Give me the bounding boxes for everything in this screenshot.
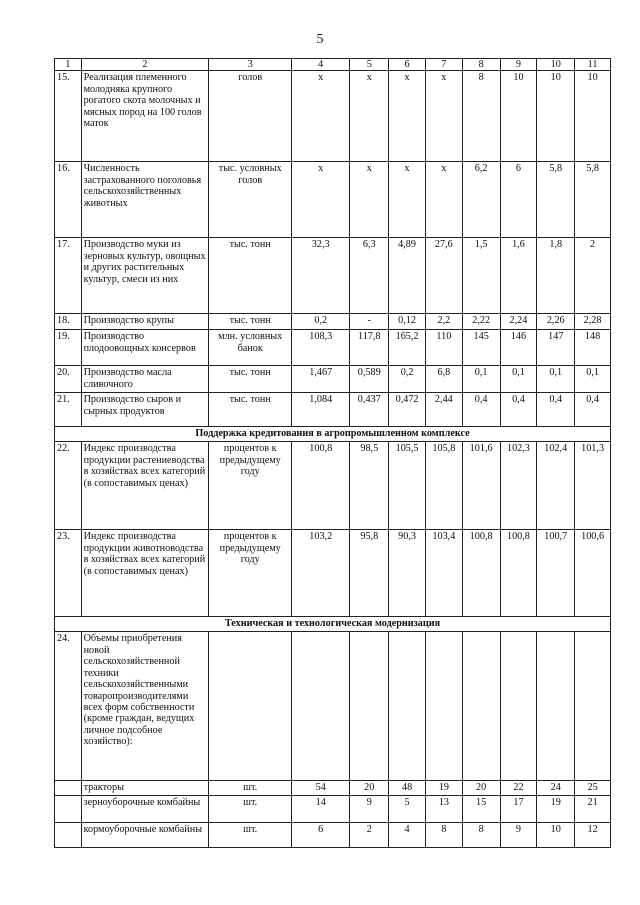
column-number-header: 5 [350, 59, 389, 71]
row-number [55, 822, 82, 847]
value-cell: 2,24 [500, 314, 537, 330]
value-cell: 5 [389, 795, 426, 822]
row-number: 22. [55, 442, 82, 530]
value-cell: 21 [575, 795, 611, 822]
value-cell: 2,22 [462, 314, 500, 330]
table-row [55, 314, 611, 330]
value-cell: 2,2 [425, 314, 462, 330]
value-cell: 5,8 [537, 162, 575, 238]
value-cell: 48 [389, 781, 426, 795]
value-cell: 2,28 [575, 314, 611, 330]
value-cell: x [389, 71, 426, 162]
value-cell: 9 [350, 795, 389, 822]
value-cell: 146 [500, 330, 537, 366]
indicator-name: Объемы приобретения новой сельскохозяйственной техники сельскохозяйственными товаропроизводителями всех форм собственности (кроме граждан, ведущих личное подсобное хозяйство): [81, 632, 209, 781]
value-cell: 148 [575, 330, 611, 366]
indicator-name: Индекс производства продукции растениеводства в хозяйствах всех категорий (в сопоставимых ценах) [81, 442, 209, 530]
value-cell: 20 [462, 781, 500, 795]
value-cell: 2 [350, 822, 389, 847]
unit-cell: млн. условных банок [209, 330, 292, 366]
value-cell: 0,1 [500, 366, 537, 393]
value-cell: 1,467 [292, 366, 350, 393]
value-cell: 6,2 [462, 162, 500, 238]
value-cell: 100,8 [462, 530, 500, 617]
value-cell: 0,1 [462, 366, 500, 393]
value-cell: 117,8 [350, 330, 389, 366]
value-cell: 1,5 [462, 238, 500, 314]
value-cell [500, 632, 537, 781]
value-cell: x [425, 71, 462, 162]
value-cell: 32,3 [292, 238, 350, 314]
unit-cell: шт. [209, 795, 292, 822]
row-number: 19. [55, 330, 82, 366]
table-row [55, 530, 611, 617]
unit-cell: тыс. тонн [209, 393, 292, 427]
row-number: 23. [55, 530, 82, 617]
value-cell: 19 [537, 795, 575, 822]
value-cell: 98,5 [350, 442, 389, 530]
value-cell: x [292, 71, 350, 162]
column-number-header: 11 [575, 59, 611, 71]
section-header-row [55, 427, 611, 442]
row-number: 15. [55, 71, 82, 162]
column-number-header: 6 [389, 59, 426, 71]
column-number-header: 9 [500, 59, 537, 71]
indicator-name: Индекс производства продукции животноводства в хозяйствах всех категорий (в сопоставимых ценах) [81, 530, 209, 617]
value-cell: 10 [500, 71, 537, 162]
indicator-name: Реализация племенного молодняка крупного рогатого скота молочных и мясных пород на 100 голов маток [81, 71, 209, 162]
column-number-header: 1 [55, 59, 82, 71]
value-cell: 27,6 [425, 238, 462, 314]
unit-cell: голов [209, 71, 292, 162]
column-number-header: 8 [462, 59, 500, 71]
value-cell: 8 [425, 822, 462, 847]
value-cell: 102,3 [500, 442, 537, 530]
value-cell: 15 [462, 795, 500, 822]
value-cell: 6,8 [425, 366, 462, 393]
value-cell: 0,437 [350, 393, 389, 427]
unit-cell: тыс. условных голов [209, 162, 292, 238]
value-cell: 54 [292, 781, 350, 795]
value-cell [292, 632, 350, 781]
value-cell: 12 [575, 822, 611, 847]
value-cell: 2,26 [537, 314, 575, 330]
value-cell: 0,4 [462, 393, 500, 427]
table-body [55, 59, 611, 848]
value-cell [575, 632, 611, 781]
value-cell: 100,6 [575, 530, 611, 617]
unit-cell: тыс. тонн [209, 366, 292, 393]
value-cell: 1,8 [537, 238, 575, 314]
value-cell: 103,2 [292, 530, 350, 617]
value-cell: 100,8 [292, 442, 350, 530]
value-cell: 165,2 [389, 330, 426, 366]
value-cell [425, 632, 462, 781]
indicator-name: зерноуборочные комбайны [81, 795, 209, 822]
value-cell: 0,472 [389, 393, 426, 427]
indicator-name: Производство плодоовощных консервов [81, 330, 209, 366]
column-number-header: 4 [292, 59, 350, 71]
value-cell: 101,3 [575, 442, 611, 530]
unit-cell: тыс. тонн [209, 314, 292, 330]
table-row [55, 822, 611, 847]
value-cell: 14 [292, 795, 350, 822]
row-number: 16. [55, 162, 82, 238]
value-cell: 95,8 [350, 530, 389, 617]
value-cell: 19 [425, 781, 462, 795]
value-cell: 108,3 [292, 330, 350, 366]
value-cell: 0,2 [389, 366, 426, 393]
value-cell: 25 [575, 781, 611, 795]
table-row [55, 238, 611, 314]
unit-cell: процентов к предыдущему году [209, 442, 292, 530]
value-cell: 1,084 [292, 393, 350, 427]
unit-cell: процентов к предыдущему году [209, 530, 292, 617]
value-cell: 0,2 [292, 314, 350, 330]
value-cell: 105,5 [389, 442, 426, 530]
value-cell: 100,7 [537, 530, 575, 617]
value-cell: 101,6 [462, 442, 500, 530]
column-number-header: 3 [209, 59, 292, 71]
value-cell: 24 [537, 781, 575, 795]
value-cell: 5,8 [575, 162, 611, 238]
value-cell: 110 [425, 330, 462, 366]
value-cell: 10 [537, 822, 575, 847]
value-cell: 8 [462, 822, 500, 847]
indicator-name: Производство масла сливочного [81, 366, 209, 393]
value-cell: - [350, 314, 389, 330]
value-cell: 20 [350, 781, 389, 795]
unit-cell: тыс. тонн [209, 238, 292, 314]
table-row [55, 781, 611, 795]
value-cell: 4,89 [389, 238, 426, 314]
row-number: 17. [55, 238, 82, 314]
value-cell: x [425, 162, 462, 238]
value-cell: x [292, 162, 350, 238]
value-cell [537, 632, 575, 781]
section-title: Техническая и технологическая модернизация [55, 617, 611, 632]
value-cell: x [350, 162, 389, 238]
unit-cell [209, 632, 292, 781]
value-cell: 2 [575, 238, 611, 314]
row-number [55, 781, 82, 795]
value-cell: 0,4 [537, 393, 575, 427]
value-cell: 0,1 [537, 366, 575, 393]
column-number-header: 10 [537, 59, 575, 71]
value-cell: 1,6 [500, 238, 537, 314]
row-number [55, 795, 82, 822]
row-number: 20. [55, 366, 82, 393]
row-number: 21. [55, 393, 82, 427]
indicator-name: кормоуборочные комбайны [81, 822, 209, 847]
value-cell: 17 [500, 795, 537, 822]
section-title: Поддержка кредитования в агропромышленном комплексе [55, 427, 611, 442]
value-cell: 145 [462, 330, 500, 366]
indicators-table [54, 58, 611, 848]
unit-cell: шт. [209, 822, 292, 847]
value-cell: 90,3 [389, 530, 426, 617]
table-row [55, 366, 611, 393]
value-cell: 102,4 [537, 442, 575, 530]
row-number: 18. [55, 314, 82, 330]
indicator-name: тракторы [81, 781, 209, 795]
value-cell: 6,3 [350, 238, 389, 314]
value-cell: 0,4 [500, 393, 537, 427]
indicator-name: Производство сыров и сырных продуктов [81, 393, 209, 427]
value-cell: 147 [537, 330, 575, 366]
value-cell: 10 [575, 71, 611, 162]
value-cell: 0,1 [575, 366, 611, 393]
value-cell: 0,12 [389, 314, 426, 330]
indicator-name: Численность застрахованного поголовья сельскохозяйственных животных [81, 162, 209, 238]
value-cell [389, 632, 426, 781]
row-number: 24. [55, 632, 82, 781]
value-cell: 103,4 [425, 530, 462, 617]
value-cell: 2,44 [425, 393, 462, 427]
value-cell [462, 632, 500, 781]
table-row [55, 795, 611, 822]
value-cell: 13 [425, 795, 462, 822]
page-number: 5 [316, 32, 324, 47]
unit-cell: шт. [209, 781, 292, 795]
indicator-name: Производство крупы [81, 314, 209, 330]
value-cell: 9 [500, 822, 537, 847]
table-row [55, 71, 611, 162]
value-cell: 6 [500, 162, 537, 238]
section-header-row [55, 617, 611, 632]
value-cell: 6 [292, 822, 350, 847]
table-row [55, 330, 611, 366]
value-cell: 100,8 [500, 530, 537, 617]
value-cell [350, 632, 389, 781]
table-row [55, 162, 611, 238]
column-number-header: 7 [425, 59, 462, 71]
table-row [55, 632, 611, 781]
table-row [55, 393, 611, 427]
value-cell: 22 [500, 781, 537, 795]
table-row [55, 442, 611, 530]
value-cell: 0,4 [575, 393, 611, 427]
value-cell: 10 [537, 71, 575, 162]
value-cell: 8 [462, 71, 500, 162]
indicator-name: Производство муки из зерновых культур, овощных и других растительных культур, смеси из них [81, 238, 209, 314]
column-number-header: 2 [81, 59, 209, 71]
value-cell: x [389, 162, 426, 238]
value-cell: 0,589 [350, 366, 389, 393]
value-cell: 105,8 [425, 442, 462, 530]
value-cell: 4 [389, 822, 426, 847]
value-cell: x [350, 71, 389, 162]
table-header-row [55, 59, 611, 71]
